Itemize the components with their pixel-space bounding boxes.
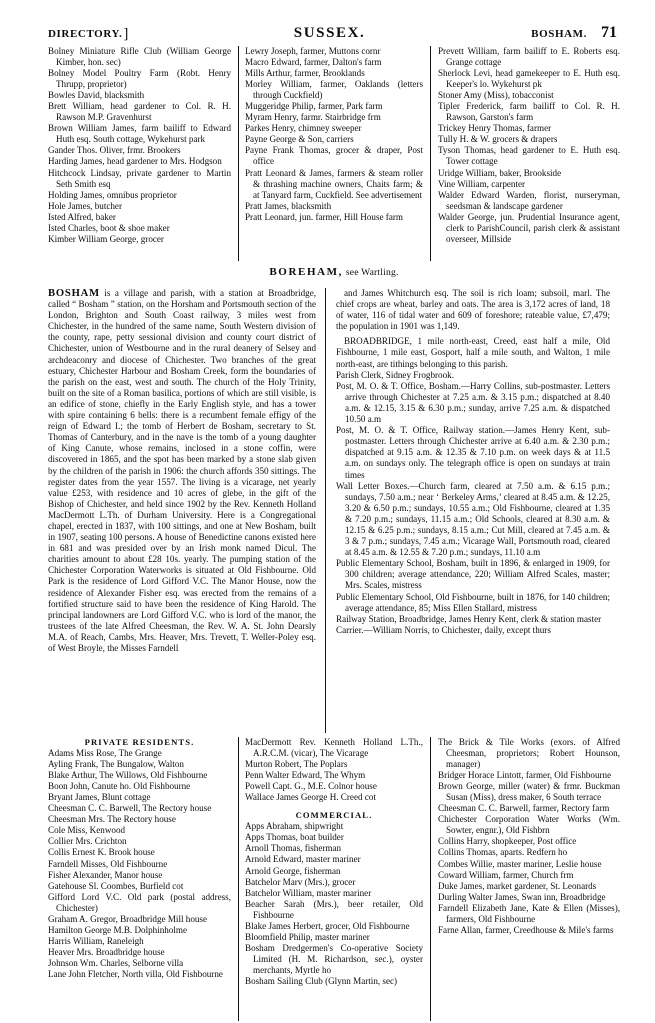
list-item: Chichester Corporation Water Works (Wm. Sowter, engnr.), Old Fishbrn xyxy=(438,814,620,836)
list-item: Hole James, butcher xyxy=(48,200,122,211)
list-item: Mills Arthur, farmer, Brooklands xyxy=(245,68,365,79)
list-item: Brett William, head gardener to Col. R. H. Rawson M.P. Gravenhurst xyxy=(48,101,231,123)
list-item: Collins Harry, shopkeeper, Post office xyxy=(438,836,577,847)
list-item: Heaver Mrs. Broadbridge house xyxy=(48,946,165,957)
running-head-right xyxy=(531,24,617,42)
list-item: Pratt James, blacksmith xyxy=(245,200,332,211)
list-item: Blake Arthur, The Willows, Old Fishbourne xyxy=(48,770,208,781)
list-item: Arnold Edward, master mariner xyxy=(245,854,361,865)
list-item: Bosham Sailing Club (Glynn Martin, sec) xyxy=(245,975,398,986)
list-item: Parkes Henry, chimney sweeper xyxy=(245,123,362,134)
list-item: Collier Mrs. Crichton xyxy=(48,836,127,847)
list-item: Hamilton George M.B. Dolphinholme xyxy=(48,924,188,935)
list-item: Vine William, carpenter xyxy=(438,178,526,189)
commercial-heading: COMMERCIAL. xyxy=(295,810,373,821)
list-item: Farne Allan, farmer, Creedhouse & Mile's farms xyxy=(438,924,614,935)
article-column-2 xyxy=(325,288,610,733)
list-item: Collis Ernest K. Brook house xyxy=(48,847,155,858)
list-item: Macro Edward, farmer, Dalton's farm xyxy=(245,57,382,68)
list-item: Fisher Alexander, Manor house xyxy=(48,869,163,880)
cross-reference-see: see Wartling. xyxy=(345,267,399,278)
list-item: Muggeridge Philip, farmer, Park farm xyxy=(245,101,383,112)
list-item: Bloomfield Philip, master mariner xyxy=(245,931,370,942)
article-column-1 xyxy=(48,288,325,733)
top-list-column-3 xyxy=(430,46,620,261)
list-item: Walder Edward Warden, florist, nurseryman, seedsman & landscape gardener xyxy=(438,189,620,211)
list-item: Tipler Frederick, farm bailiff to Col. R. H. Rawson, Garston's farm xyxy=(438,101,620,123)
list-item: The Brick & Tile Works (exors. of Alfred Cheesman, proprietors; Robert Hounson, manager) xyxy=(438,737,620,770)
list-item: Bowles David, blacksmith xyxy=(48,90,145,101)
bottom-list-column-1 xyxy=(48,737,238,1021)
private-residents-heading: PRIVATE RESIDENTS. xyxy=(84,737,195,747)
list-item: MacDermott Rev. Kenneth Holland L.Th., A.R.C.M. (vicar), The Vicarage xyxy=(245,737,423,759)
list-item: Trickey Henry Thomas, farmer xyxy=(438,123,552,134)
list-item: Cole Miss, Kenwood xyxy=(48,825,126,836)
list-item: Gifford Lord V.C. Old park (postal address, Chichester) xyxy=(48,891,231,913)
list-item: Batchelor Marv (Mrs.), grocer xyxy=(245,876,356,887)
article-paragraph: Public Elementary School, Old Fishbourne, built in 1876, for 140 children; average attendance, 85; Miss Ellen Stallard, mistress xyxy=(336,591,610,613)
article-paragraph: Carrier.—William Norris, to Chichester, daily, except thurs xyxy=(336,624,551,635)
list-item: Arnold George, fisherman xyxy=(245,865,341,876)
list-item: Farndell Misses, Old Fishbourne xyxy=(48,858,168,869)
list-item: Collins Thomas, aparts. Redfern ho xyxy=(438,847,568,858)
list-item: Durling Walter James, Swan inn, Broadbridge xyxy=(438,891,606,902)
bottom-list-column-3 xyxy=(430,737,620,1021)
list-item: Gatehouse Sl. Coombes, Burfield cot xyxy=(48,880,184,891)
list-item: Powell Capt. G., M.E. Colnor house xyxy=(245,781,377,792)
list-item: Arnoll Thomas, fisherman xyxy=(245,843,342,854)
list-item: Apps Abraham, shipwright xyxy=(245,821,344,832)
cross-reference-boreham xyxy=(48,266,620,278)
top-list-column-1 xyxy=(48,46,238,261)
list-item: Cheesman Mrs. The Rectory house xyxy=(48,814,176,825)
list-item: Tully H. & W. grocers & drapers xyxy=(438,134,558,145)
list-item: Brown George, miller (water) & frmr. Buckman Susan (Miss), dress maker, 6 South terrace xyxy=(438,781,620,803)
article-paragraph: Railway Station, Broadbridge, James Henry Kent, clerk & station master xyxy=(336,613,602,624)
list-item: Gander Thos. Oliver, frmr. Brookers xyxy=(48,145,181,156)
list-item: Pratt Leonard, jun. farmer, Hill House farm xyxy=(245,211,403,222)
top-directory-columns xyxy=(48,46,620,261)
list-item: Bryant James, Blunt cottage xyxy=(48,792,151,803)
list-item: Johnson Wm. Charles, Selborne villa xyxy=(48,957,184,968)
list-item: Blake James Herbert, grocer, Old Fishbourne xyxy=(245,920,410,931)
running-head-directory-label: DIRECTORY. xyxy=(48,28,123,40)
list-item: Harris William, Raneleigh xyxy=(48,935,144,946)
list-item: Prevett William, farm bailiff to E. Roberts esq. Grange cottage xyxy=(438,46,620,68)
list-item: Uridge William, baker, Brookside xyxy=(438,167,562,178)
list-item: Duke James, market gardener, St. Leonards xyxy=(438,880,597,891)
list-item: Cheesman C. C. Barwell, farmer, Rectory farm xyxy=(438,803,610,814)
list-item: Tyson Thomas, head gardener to E. Huth esq. Tower cottage xyxy=(438,145,620,167)
bottom-directory-columns xyxy=(48,737,620,1021)
cross-reference-place: BOREHAM, xyxy=(269,266,343,278)
list-item: Bosham Dredgermen's Co-operative Society Limited (H. M. Richardson, sec.), oyster merchants, Myrtle ho xyxy=(245,942,423,975)
running-head-place: BOSHAM. xyxy=(531,28,587,40)
article-paragraph: Wall Letter Boxes.—Church farm, cleared at 7.50 a.m. & 6.15 p.m.; sundays, 7.50 a.m.; near ‘ Berkeley Arms,’ cleared at 8.45 a.m. & 12.25, 3.20 & 6.50 p.m.; sundays, 10.55 a.m.; Old Fishbourne, cleared at 1.35 & 7.20 p.m.; sundays, 11.15 a.m.; Old Schools, cleared at 8.30 a.m. & 12.15 & 6.25 p.m.; sundays, 8.15 a.m.; Cut Mill, cleared at 7.45 a.m. & 3 & 7 p.m.; sundays, 7.45 a.m.; Vicarage Wall, Portsmouth road, cleared at 8.45 a.m. & 12.55 & 7.20 p.m.; sundays, 11.10 a.m xyxy=(336,480,610,558)
list-item: Farndell Elizabeth Jane, Kate & Ellen (Misses), farmers, Old Fishbourne xyxy=(438,902,620,924)
article-paragraph: Post, M. O. & T. Office, Bosham.—Harry Collins, sub-postmaster. Letters arrive through Chichester at 7.25 a.m. & 3.15 p.m.; dispatched at 8.40 a.m. & 12.15, 3.15 & 6.30 p.m.; sunday, arrive 7.25 a.m. & dispatched 10.50 a.m xyxy=(336,380,610,425)
list-item: Boon John, Canute ho. Old Fishbourne xyxy=(48,781,191,792)
article-paragraph: Post, M. O. & T. Office, Railway station.—James Henry Kent, sub-postmaster. Letters through Chichester arrive at 6.40 a.m. & 2.30 p.m.; dispatched at 9.15 a.m. & 12.35 & 7.10 p.m. on week days & at 11.5 a.m. on sundays only. The telegraph office is open on sundays at train times xyxy=(336,425,610,480)
list-item: Walder George, jun. Prudential Insurance agent, clerk to ParishCouncil, parish clerk & assistant overseer, Millside xyxy=(438,211,620,244)
list-item: Graham A. Gregor, Broadbridge Mill house xyxy=(48,913,207,924)
list-item: Morley William, farmer, Oaklands (letters through Cuckfield) xyxy=(245,79,423,101)
list-item: Wallace James George H. Creed cot xyxy=(245,792,376,803)
list-item: Stoner Amy (Miss), tobacconist xyxy=(438,90,554,101)
list-item: Bolney Miniature Rifle Club (William George Kimber, hon. sec) xyxy=(48,46,231,68)
list-item: Cheesman C. C. Barwell, The Rectory house xyxy=(48,803,212,814)
bosham-article xyxy=(48,288,620,733)
running-head-county: SUSSEX. xyxy=(293,25,366,41)
list-item: Murton Robert, The Poplars xyxy=(245,759,348,770)
article-paragraph: BROADBRIDGE, 1 mile north-east, Creed, east half a mile, Old Fishbourne, 1 mile east, Gosport, half a mile south, and Walton, 1 mile north-east, are tithings belonging to this parish. xyxy=(336,336,610,369)
article-paragraph: Public Elementary School, Bosham, built in 1896, & enlarged in 1909, for 300 children; average attendance, 220; William Alfred Scales, master; Mrs. Scales, mistress xyxy=(336,558,610,591)
article-paragraph: Parish Clerk, Sidney Frogbrook. xyxy=(336,369,454,380)
list-item: Ayling Frank, The Bungalow, Walton xyxy=(48,759,184,770)
running-head-bracket: ] xyxy=(123,26,129,42)
list-item: Payne Frank Thomas, grocer & draper, Post office xyxy=(245,145,423,167)
list-item: Lane John Fletcher, North villa, Old Fishbourne xyxy=(48,968,223,979)
list-item: Isted Alfred, baker xyxy=(48,211,116,222)
bottom-list-column-2 xyxy=(238,737,430,1021)
list-item: Apps Thomas, boat builder xyxy=(245,832,344,843)
list-item: Beacher Sarah (Mrs.), beer retailer, Old Fishbourne xyxy=(245,898,423,920)
list-item: Harding James, head gardener to Mrs. Hodgson xyxy=(48,156,222,167)
list-item: Isted Charles, boot & shoe maker xyxy=(48,222,170,233)
private-residents-column-1 xyxy=(48,748,231,980)
running-head-left xyxy=(48,28,128,40)
private-residents-column-2 xyxy=(245,737,423,803)
list-item: Bridger Horace Lintott, farmer, Old Fishbourne xyxy=(438,770,612,781)
article-paragraph: and James Whitchurch esq. The soil is rich loam; subsoil, marl. The chief crops are wheat, barley and oats. The area is 3,172 acres of land, 18 of water, 116 of tidal water and 609 of foreshore; rateable value, £7,479; the population in 1901 was 1,149. xyxy=(336,288,610,332)
list-item: Pratt Leonard & James, farmers & steam roller & thrashing machine owners, Chaits farm; & at Tanyard farm, Cuckfield. See advertisement xyxy=(245,167,423,200)
top-list-column-2 xyxy=(238,46,430,261)
list-item: Bolney Model Poultry Farm (Robt. Henry Thrupp, proprietor) xyxy=(48,68,231,90)
article-paragraph: BOSHAM is a village and parish, with a station at Broadbridge, called “ Bosham ” station, on the Horsham and Portsmouth section of the London, Brighton and South Coast railway, 3 miles west from Chichester, in the hundred of the same name, South Western division of the county, rape, petty sessional division and county court district of Chichester, union of Westbourne and in the rural deanery of Selsey and archdeaconry and diocese of Chichester. Two branches of the great estuary, Chichester Harbour and Bosham Creek, form the boundaries of the parish on the east, west and south. The church of the Holy Trinity, built on the site of a Roman basilica, portions of which are still visible, is an edifice of stone, chiefly in the Early English style, and has a tower with spire containing 6 bells: there is a recumbent female effigy of the reign of Edward I.; the tomb of Herbert de Bosham, secretary to St. Thomas of Canterbury, and in the nave is the tomb of a young daughter of King Canute, whose remains, inclosed in a stone coffin, were discovered in 1865, and the spot has been marked by a stone slab given by the children of the parish in 1906: the church affords 350 sittings. The register dates from the year 1557. The living is a vicarage, net yearly value £253, with residence and 10 acres of glebe, in the gift of the Bishop of Chichester, and held since 1902 by the Rev. Kenneth Holland MacDermott L.Th. of Durham University. Here is a Congregational chapel, erected in 1837, with 100 sittings, and one at New Bosham, built in 1907, seating 100 persons. A house of Benedictine canons existed here in 681 and was presided over by an Irish monk named Dicul. The charities amount to about £28 10s. yearly. The pumping station of the Chichester Corporation Waterworks is situated at Old Fishbourne. Old Park is the residence of Lord Gifford V.C. The Manor House, now the residence of Alexander Fisher esq. was erected from the remains of a fortified structure said to have been the residence of King Harold. The principal landowners are Lord Gifford V.C. who is lord of the manor, the trustees of the late Alfred Cheesman, the Rev. W. A. St. John Dearsly M.A. of Reach, Cambs, Mrs. Heaver, Mrs. Trevett, T. Weller-Poley esq. of West Broyle, the Misses Farndell xyxy=(48,288,316,653)
list-item: Adams Miss Rose, The Grange xyxy=(48,748,162,759)
article-lead-word: BOSHAM xyxy=(48,288,100,299)
list-item: Kimber William George, grocer xyxy=(48,233,164,244)
list-item: Hitchcock Lindsay, private gardener to Martin Seth Smith esq xyxy=(48,167,231,189)
list-item: Penn Walter Edward, The Whym xyxy=(245,770,366,781)
running-head xyxy=(48,24,617,44)
list-item: Brown William James, farm bailiff to Edward Huth esq. South cottage, Wykehurst park xyxy=(48,123,231,145)
list-item: Sherlock Levi, head gamekeeper to E. Huth esq. Keeper's lo. Wykehurst pk xyxy=(438,68,620,90)
page-number: 71 xyxy=(601,24,617,41)
list-item: Payne George & Son, carriers xyxy=(245,134,354,145)
list-item: Combes Willie, master mariner, Leslie house xyxy=(438,858,602,869)
list-item: Coward William, farmer, Church frm xyxy=(438,869,574,880)
list-item: Lewry Joseph, farmer, Muttons cornr xyxy=(245,46,381,56)
commercial-column-2 xyxy=(245,821,423,987)
list-item: Holding James, omnibus proprietor xyxy=(48,189,177,200)
list-item: Batchelor William, master mariner xyxy=(245,887,372,898)
list-item: Myram Henry, farmr. Stairbridge frm xyxy=(245,112,381,123)
